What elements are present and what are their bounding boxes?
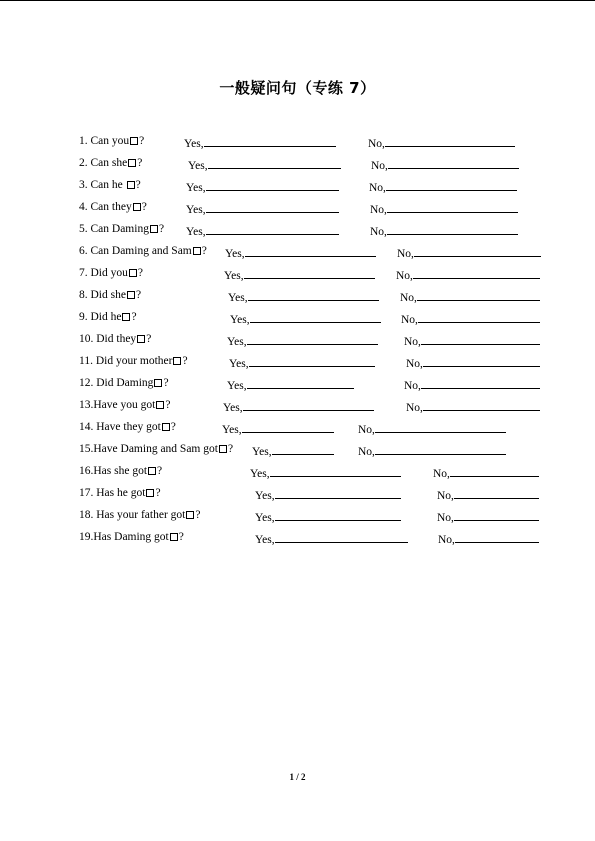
blank-box-icon (193, 247, 201, 255)
answer-blank-no[interactable] (414, 245, 541, 257)
blank-box-icon (127, 181, 135, 189)
blank-box-icon (186, 511, 194, 519)
yes-answer: Yes, (227, 377, 354, 392)
no-answer: No, (437, 487, 539, 502)
question-text: 6. Can Daming and Sam ? (79, 245, 207, 257)
answer-blank-yes[interactable] (250, 311, 381, 323)
question-row (79, 219, 549, 241)
answer-blank-no[interactable] (375, 421, 506, 433)
question-row (79, 285, 549, 307)
question-text: 19.Has Daming got ? (79, 531, 184, 543)
answer-blank-no[interactable] (413, 267, 540, 279)
yes-answer: Yes, (224, 267, 375, 282)
question-row (79, 417, 549, 439)
question-text: 12. Did Daming ? (79, 377, 169, 389)
page-number: 1 / 2 (289, 772, 306, 782)
yes-answer: Yes, (252, 443, 334, 458)
yes-answer: Yes, (228, 289, 379, 304)
answer-blank-yes[interactable] (204, 135, 336, 147)
answer-blank-yes[interactable] (275, 531, 408, 543)
yes-answer: Yes, (227, 333, 378, 348)
blank-box-icon (150, 225, 158, 233)
blank-box-icon (219, 445, 227, 453)
no-answer: No, (433, 465, 539, 480)
question-row (79, 351, 549, 373)
answer-blank-no[interactable] (423, 355, 540, 367)
no-answer: No, (437, 509, 539, 524)
answer-blank-yes[interactable] (206, 179, 339, 191)
no-answer: No, (438, 531, 539, 546)
question-row (79, 395, 549, 417)
answer-blank-yes[interactable] (249, 355, 375, 367)
yes-answer: Yes, (184, 135, 336, 150)
answer-blank-no[interactable] (388, 157, 519, 169)
yes-answer: Yes, (255, 509, 401, 524)
no-answer: No, (404, 333, 540, 348)
blank-box-icon (170, 533, 178, 541)
answer-blank-yes[interactable] (206, 201, 339, 213)
page-title: 一般疑问句（专练 7） (219, 79, 376, 97)
question-text: 2. Can she ? (79, 157, 143, 169)
answer-blank-no[interactable] (387, 201, 518, 213)
question-row (79, 329, 549, 351)
answer-blank-yes[interactable] (208, 157, 341, 169)
question-row (79, 175, 549, 197)
answer-blank-yes[interactable] (244, 267, 375, 279)
question-text: 5. Can Daming ? (79, 223, 165, 235)
answer-blank-no[interactable] (421, 333, 540, 345)
answer-blank-no[interactable] (450, 465, 539, 477)
answer-blank-yes[interactable] (275, 487, 401, 499)
blank-box-icon (162, 423, 170, 431)
question-text: 10. Did they ? (79, 333, 152, 345)
yes-answer: Yes, (225, 245, 376, 260)
no-answer: No, (358, 421, 506, 436)
blank-box-icon (122, 313, 130, 321)
answer-blank-yes[interactable] (248, 289, 379, 301)
yes-answer: Yes, (230, 311, 381, 326)
blank-box-icon (128, 159, 136, 167)
question-row (79, 527, 549, 549)
yes-answer: Yes, (188, 157, 341, 172)
question-text: 16.Has she got ? (79, 465, 163, 477)
question-text: 15.Have Daming and Sam got ? (79, 443, 234, 455)
question-row (79, 307, 549, 329)
yes-answer: Yes, (250, 465, 401, 480)
yes-answer: Yes, (223, 399, 374, 414)
answer-blank-yes[interactable] (247, 377, 354, 389)
answer-blank-yes[interactable] (272, 443, 334, 455)
question-text: 11. Did your mother ? (79, 355, 188, 367)
answer-blank-yes[interactable] (206, 223, 339, 235)
answer-blank-yes[interactable] (242, 421, 334, 433)
no-answer: No, (406, 399, 540, 414)
answer-blank-yes[interactable] (247, 333, 378, 345)
question-text: 7. Did you ? (79, 267, 143, 279)
no-answer: No, (396, 267, 540, 282)
yes-answer: Yes, (255, 531, 408, 546)
blank-box-icon (148, 467, 156, 475)
blank-box-icon (130, 137, 138, 145)
question-row (79, 263, 549, 285)
no-answer: No, (400, 289, 540, 304)
question-text: 1. Can you ? (79, 135, 145, 147)
answer-blank-no[interactable] (417, 289, 540, 301)
top-border-line (0, 0, 595, 1)
answer-blank-no[interactable] (454, 487, 539, 499)
question-row (79, 131, 549, 153)
yes-answer: Yes, (222, 421, 334, 436)
answer-blank-no[interactable] (418, 311, 540, 323)
answer-blank-yes[interactable] (275, 509, 401, 521)
yes-answer: Yes, (186, 223, 339, 238)
no-answer: No, (369, 179, 517, 194)
question-row (79, 241, 549, 263)
question-text: 4. Can they ? (79, 201, 147, 213)
answer-blank-yes[interactable] (270, 465, 401, 477)
answer-blank-no[interactable] (387, 223, 518, 235)
yes-answer: Yes, (255, 487, 401, 502)
question-row (79, 439, 549, 461)
no-answer: No, (371, 157, 519, 172)
question-text: 9. Did he ? (79, 311, 137, 323)
no-answer: No, (406, 355, 540, 370)
no-answer: No, (368, 135, 515, 150)
blank-box-icon (173, 357, 181, 365)
question-list (79, 131, 549, 549)
question-row (79, 373, 549, 395)
answer-blank-no[interactable] (385, 135, 515, 147)
no-answer: No, (401, 311, 540, 326)
blank-box-icon (133, 203, 141, 211)
answer-blank-no[interactable] (454, 509, 539, 521)
no-answer: No, (358, 443, 506, 458)
blank-box-icon (129, 269, 137, 277)
question-text: 3. Can he ? (79, 179, 141, 191)
answer-blank-no[interactable] (375, 443, 506, 455)
no-answer: No, (404, 377, 540, 392)
blank-box-icon (137, 335, 145, 343)
blank-box-icon (156, 401, 164, 409)
answer-blank-no[interactable] (455, 531, 539, 543)
blank-box-icon (146, 489, 154, 497)
question-row (79, 197, 549, 219)
answer-blank-yes[interactable] (245, 245, 376, 257)
no-answer: No, (370, 223, 518, 238)
question-text: 13.Have you got ? (79, 399, 171, 411)
answer-blank-yes[interactable] (243, 399, 374, 411)
question-text: 17. Has he got ? (79, 487, 161, 499)
question-row (79, 483, 549, 505)
question-text: 8. Did she ? (79, 289, 142, 301)
yes-answer: Yes, (186, 201, 339, 216)
answer-blank-no[interactable] (386, 179, 517, 191)
question-row (79, 153, 549, 175)
yes-answer: Yes, (229, 355, 375, 370)
blank-box-icon (154, 379, 162, 387)
no-answer: No, (397, 245, 541, 260)
blank-box-icon (127, 291, 135, 299)
answer-blank-no[interactable] (421, 377, 540, 389)
question-row (79, 461, 549, 483)
question-text: 14. Have they got ? (79, 421, 176, 433)
no-answer: No, (370, 201, 518, 216)
yes-answer: Yes, (186, 179, 339, 194)
question-row (79, 505, 549, 527)
answer-blank-no[interactable] (423, 399, 540, 411)
question-text: 18. Has your father got ? (79, 509, 201, 521)
